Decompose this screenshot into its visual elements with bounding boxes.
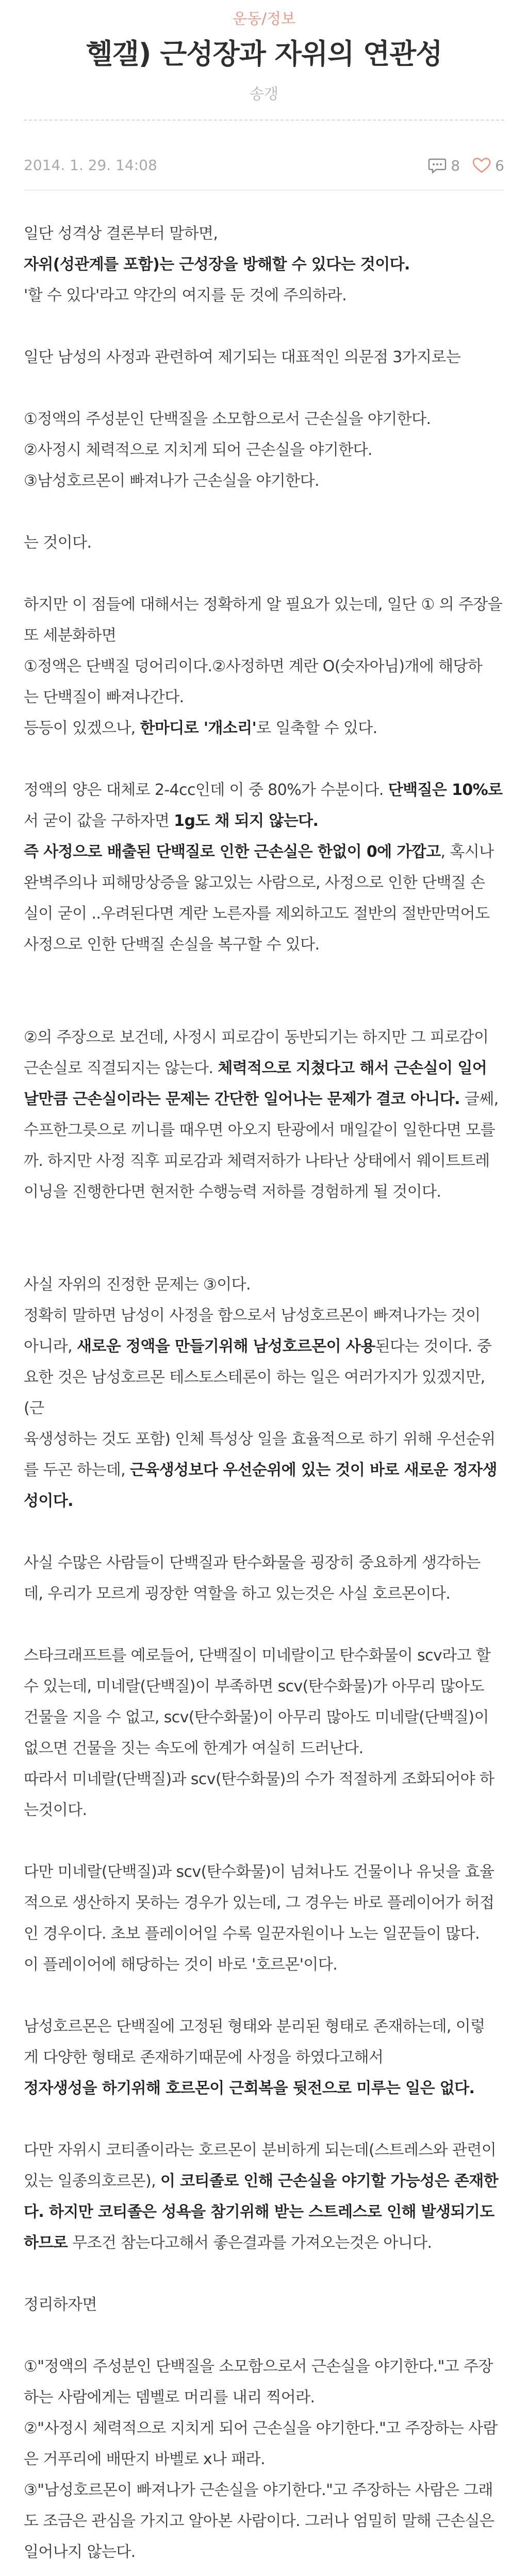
text-line: [24, 713, 504, 744]
bold-span: 1g도 채 되지 않는다.: [174, 812, 319, 830]
text-span: 를 두곤 하는데,: [24, 1461, 130, 1479]
header-divider: [24, 120, 504, 121]
summary-heading: 정리하자면: [24, 2296, 97, 2314]
text-span: 정액의 양은 대체로 2-4cc인데 이 중 80%가 수분이다.: [24, 781, 388, 799]
question-item: ③남성호르몬이 빠져나가 근손실을 야기한다.: [24, 472, 319, 490]
bold-span: 다.: [24, 2203, 50, 2221]
text-line: 실이 굳이 ..우려된다면 계란 노른자를 제외하고도 절반의 절반만먹어도: [24, 905, 490, 923]
text-line: 일어나지 않는다.: [24, 2543, 136, 2561]
section-8: [24, 2011, 504, 2104]
text-line: [24, 806, 504, 837]
text-line: ①"정액의 주성분인 단백질을 소모함으로서 근손실을 야기한다."고 주장: [24, 2358, 493, 2376]
text-line: [24, 837, 504, 868]
text-line: 건물을 지을 수 없고, scv(탄수화물)이 아무리 많아도 미네랄(단백질)이: [24, 1708, 489, 1726]
text-line: 정자생성을 하기위해 호르몬이 근회복을 뒷전으로 미루는 일은 없다.: [24, 2079, 475, 2097]
bold-span: 하지만 코티졸은 성욕을 참기위해 받는 스트레스로 인해 발생되기도: [49, 2203, 494, 2221]
bold-span: 근육생성보다 우선순위에 있는 것이 바로 새로운 정자생: [130, 1461, 497, 1479]
intro-line: 일단 성격상 결론부터 말하면,: [24, 225, 218, 243]
like-button[interactable]: [472, 157, 504, 174]
intro-conclusion: 자위(성관계를 포함)는 근성장을 방해할 수 있다는 것이다.: [24, 256, 410, 274]
post-date: 2014. 1. 29. 14:08: [24, 157, 157, 174]
intro-paragraph: [24, 218, 504, 311]
text-line: [24, 2166, 504, 2197]
text-line: 수 있는데, 미네랄(단백질)이 부족하면 scv(탄수화물)가 아무리 많아도: [24, 1677, 484, 1696]
text-line: 또 세분화하면: [24, 626, 117, 645]
text-line: 수프한그릇으로 끼니를 때우면 아오지 탄광에서 매일같이 일한다면 모를: [24, 1121, 495, 1139]
bold-span: 이 코티졸로 인해 근손실을 야기할 가능성은 존재한: [160, 2172, 498, 2190]
question-item: ②사정시 체력적으로 지치게 되어 근손실을 야기한다.: [24, 441, 372, 459]
text-line: 게 다양한 형태로 존재하기때문에 사정을 하였다고해서: [24, 2048, 384, 2066]
text-span: , 혹시나: [440, 843, 494, 861]
text-line: ①정액은 단백질 덩어리이다.②사정하면 계란 O(숫자아님)개에 해당하: [24, 657, 483, 675]
text-line: 남성호르몬은 단백질에 고정된 형태와 분리된 형태로 존재하는데, 이렇: [24, 2018, 485, 2036]
post-category[interactable]: 운동/정보: [233, 10, 295, 27]
text-line: [24, 1084, 504, 1115]
text-line: 스타크래프트를 예로들어, 단백질이 미네랄이고 탄수화물이 scv라고 할: [24, 1647, 491, 1665]
questions-list: [24, 404, 504, 497]
text-line: 적으로 생산하지 못하는 경우가 있는데, 그 경우는 바로 플레이어가 허접: [24, 1894, 494, 1912]
text-line: 이닝을 진행한다면 현저한 수행능력 저하를 경험하게 될 것이다.: [24, 1183, 441, 1201]
text-span: 등등이 있겠으나,: [24, 719, 140, 737]
text-line: 없으면 건물을 짓는 속도에 한계가 여실히 드러난다.: [24, 1739, 364, 1757]
text-line: 사실 수많은 사람들이 단백질과 탄수화물을 굉장히 중요하게 생각하는: [24, 1554, 481, 1572]
section-9: [24, 2135, 504, 2259]
question-item: ①정액의 주성분인 단백질을 소모함으로서 근손실을 야기한다.: [24, 410, 431, 428]
bold-span: 하므로: [24, 2234, 68, 2252]
text-line: 하는 사람에게는 뎀벨로 머리를 내리 찍어라.: [24, 2388, 315, 2406]
text-line: 정확히 말하면 남성이 사정을 함으로서 남성호르몬이 빠져나가는 것이: [24, 1307, 481, 1325]
text-line: [24, 1331, 504, 1362]
text-line: [24, 1455, 504, 1486]
bold-span: 체력적으로 지쳤다고 해서 근손실이 일어: [218, 1059, 487, 1077]
text-line: 인 경우이다. 초보 플레이어일 수록 일꾼자원이나 노는 일꾼들이 많다.: [24, 1925, 480, 1943]
section-1: [24, 589, 504, 744]
text-line: 까. 하지만 사정 직후 피로감과 체력저하가 나타난 상태에서 웨이트트레: [24, 1152, 490, 1170]
text-line: 요한 것은 남성호르몬 테스토스테론이 하는 일은 여러가지가 있겠지만, (근: [24, 1368, 485, 1417]
text-line: 성이다.: [24, 1492, 73, 1510]
text-line: ③"남성호르몬이 빠져나가 근손실을 야기한다."고 주장하는 사람은 그래: [24, 2481, 493, 2499]
heart-icon: [472, 157, 491, 174]
text-span: 근손실로 직결되지는 않는다.: [24, 1059, 218, 1077]
text-line: 은 거푸리에 배딴지 바벨로 x나 패라.: [24, 2450, 266, 2468]
section-7: [24, 1857, 504, 1980]
post-meta-bar: [24, 152, 504, 178]
intro-line: '할 수 있다'라고 약간의 여지를 둔 것에 주의하라.: [24, 286, 347, 304]
section-4: [24, 1269, 504, 1517]
questions-outro: 는 것이다.: [24, 534, 92, 552]
post-title: 헬갤) 근성장과 자위의 연관성: [86, 38, 442, 70]
bold-span: 날만큼 근손실이라는 문제는 간단한 일어나는 문제가 결코 아니다.: [24, 1090, 460, 1108]
text-line: [24, 1053, 504, 1084]
text-line: ②"사정시 체력적으로 지치게 되어 근손실을 야기한다."고 주장하는 사람: [24, 2419, 498, 2437]
text-line: 데, 우리가 모르게 굉장한 역할을 하고 있는것은 사실 호르몬이다.: [24, 1585, 451, 1603]
text-line: ②의 주장으로 보건데, 사정시 피로감이 동반되기는 하지만 그 피로감이: [24, 1028, 489, 1046]
text-line: [24, 2228, 504, 2259]
bold-span: 단백질은 10%로: [388, 781, 503, 799]
text-line: 사정으로 인한 단백질 손실을 복구할 수 있다.: [24, 936, 320, 954]
questions-intro: 일단 남성의 사정과 관련하여 제기되는 대표적인 의문점 3가지로는: [24, 348, 461, 366]
text-span: 로 일축할 수 있다.: [256, 719, 377, 737]
text-span: 아니라,: [24, 1337, 77, 1355]
text-line: 다만 자위시 코티졸이라는 호르몬이 분비하게 되는데(스트레스와 관련이: [24, 2141, 497, 2159]
text-line: 사실 자위의 진정한 문제는 ③이다.: [24, 1276, 251, 1294]
text-line: 이 플레이어에 해당하는 것이 바로 '호르몬'이다.: [24, 1956, 338, 1974]
bold-span: 즉 사정으로 배출된 단백질로 인한 근손실은 한없이 0에 가깝고: [24, 843, 441, 861]
text-line: 하지만 이 점들에 대해서는 정확하게 알 필요가 있는데, 일단 ① 의 주장을: [24, 596, 503, 614]
like-count: 6: [495, 157, 504, 174]
text-line: 따라서 미네랄(단백질)과 scv(탄수화물)의 수가 적절하게 조화되어야 하: [24, 1770, 494, 1788]
text-line: 도 조금은 관심을 가지고 알아본 사람이다. 그러나 엄밀히 말해 근손실은: [24, 2512, 494, 2530]
comment-count: 8: [451, 157, 460, 174]
text-line: 다만 미네랄(단백질)과 scv(탄수화물)이 넘쳐나도 건물이나 유닛을 효율: [24, 1863, 494, 1881]
bold-span: 한마디로 '개소리': [140, 719, 257, 737]
comment-bubble-icon: [428, 157, 447, 174]
text-span: 서 굳이 값을 구하자면: [24, 812, 174, 830]
text-span: 있는 일종의호르몬),: [24, 2172, 160, 2190]
text-line: 육생성하는 것도 포함) 인체 특성상 일을 효율적으로 하기 위해 우선순위: [24, 1430, 496, 1448]
text-line: 는것이다.: [24, 1801, 87, 1819]
post-author[interactable]: 송갱: [249, 85, 279, 103]
section-5: [24, 1548, 504, 1609]
post-stats: [428, 152, 504, 178]
section-2: [24, 775, 504, 960]
text-span: 된다는 것이다. 중: [375, 1337, 492, 1355]
text-span: 글쎄,: [459, 1090, 499, 1108]
text-line: [24, 775, 504, 806]
bold-span: 새로운 정액을 만들기위해 남성호르몬이 사용: [77, 1337, 375, 1355]
summary-list: [24, 2351, 504, 2568]
text-line: 완벽주의나 피해망상증을 앓고있는 사람으로, 사정으로 인한 단백질 손: [24, 874, 485, 892]
section-3: [24, 1022, 504, 1208]
meta-divider: [24, 190, 504, 191]
section-6: [24, 1640, 504, 1826]
text-line: 는 단백질이 빠져나간다.: [24, 688, 184, 706]
post-body: [24, 218, 504, 2576]
text-span: 무조건 참는다고해서 좋은결과를 가져오는것은 아니다.: [68, 2234, 432, 2252]
comment-button[interactable]: [428, 157, 460, 174]
text-line: [24, 2197, 504, 2228]
